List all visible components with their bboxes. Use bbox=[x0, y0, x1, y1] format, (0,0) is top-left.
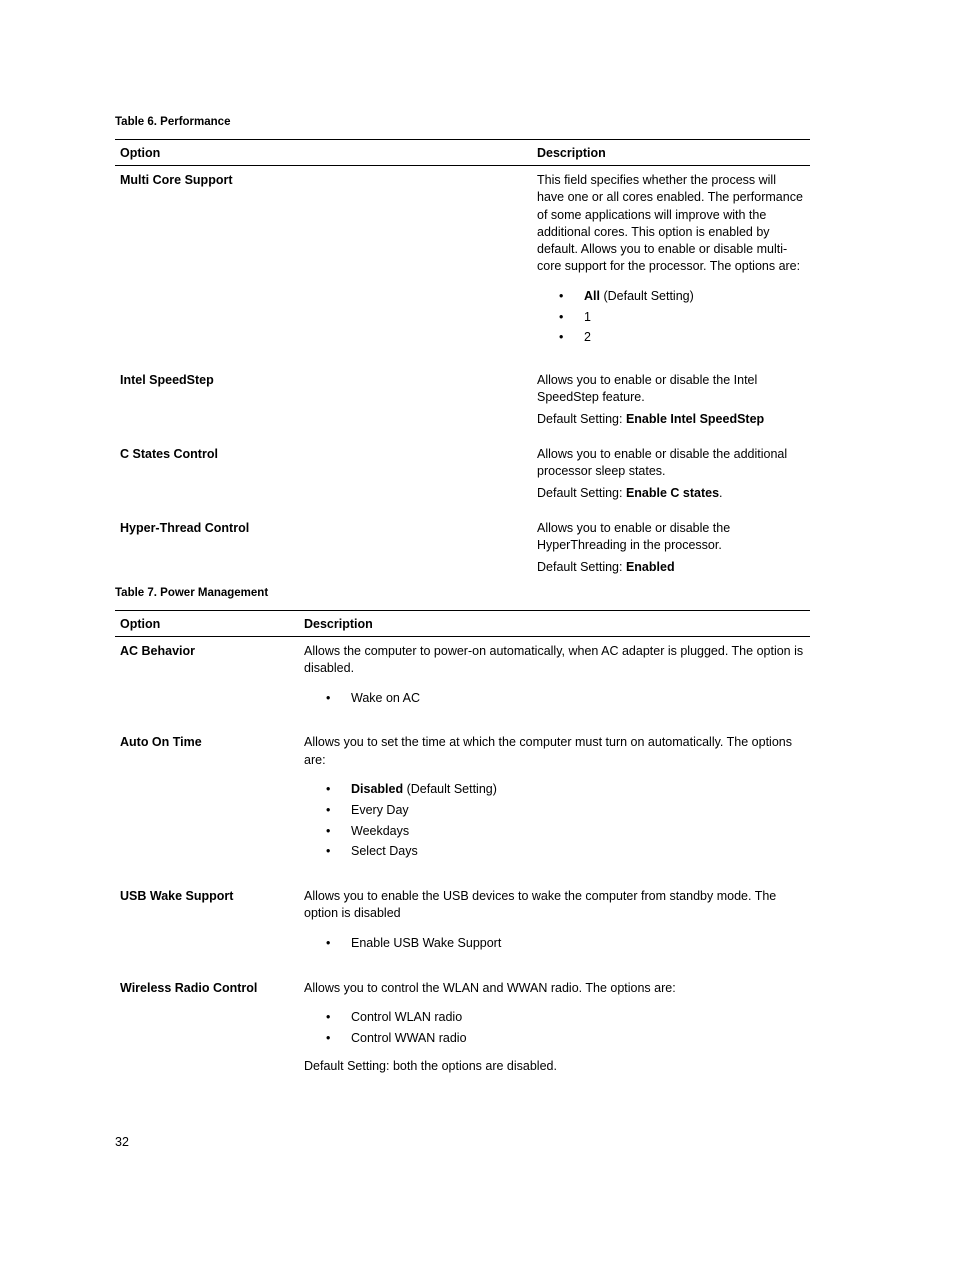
table-header-row bbox=[115, 140, 810, 166]
description-header: Description bbox=[299, 611, 810, 637]
list-item bbox=[326, 779, 805, 800]
option-description bbox=[299, 637, 810, 729]
list-item bbox=[326, 1028, 805, 1049]
power-management-table bbox=[115, 610, 810, 1088]
option-name: Multi Core Support bbox=[120, 173, 233, 187]
option-name: Hyper-Thread Control bbox=[120, 520, 250, 535]
table-header-row bbox=[115, 611, 810, 637]
table-7-caption: Table 7. Power Management bbox=[115, 587, 269, 599]
option-description bbox=[299, 728, 810, 882]
description-text: Allows the computer to power-on automatically, when AC adapter is plugged. The option is disabled. bbox=[304, 644, 804, 676]
description-header: Description bbox=[532, 140, 810, 166]
description-text: Allows you to enable or disable the HyperThreading in the processor. bbox=[537, 520, 731, 553]
description-text: Allows you to control the WLAN and WWAN radio. The options are: bbox=[304, 980, 676, 995]
description-text: Allows you to enable or disable the Intel SpeedStep feature. bbox=[537, 373, 758, 405]
list-item bbox=[559, 327, 805, 348]
options-list bbox=[304, 688, 805, 709]
list-item-text: (Default Setting) bbox=[403, 781, 497, 796]
options-list bbox=[304, 933, 805, 954]
option-description bbox=[299, 974, 810, 1088]
list-item-text: 2 bbox=[584, 330, 591, 345]
default-label: Default Setting: bbox=[537, 559, 626, 574]
table-row bbox=[115, 974, 810, 1088]
table-row bbox=[115, 166, 810, 367]
list-item bbox=[326, 821, 805, 842]
option-description bbox=[532, 166, 810, 367]
default-label: Default Setting: bbox=[537, 411, 626, 426]
description-text: This field specifies whether the process will have one or all cores enabled. The performance of some applications will improve with the additional cores. This option is enabled by default. Allows you to enable or disable multi-core support for the processor. The options are: bbox=[537, 173, 803, 274]
list-item-bold: Disabled bbox=[351, 781, 404, 796]
option-name: USB Wake Support bbox=[120, 889, 234, 904]
list-item bbox=[326, 841, 805, 862]
options-list bbox=[304, 779, 805, 862]
options-list bbox=[537, 286, 805, 348]
option-header: Option bbox=[115, 140, 532, 166]
option-description bbox=[532, 514, 810, 588]
option-name: Auto On Time bbox=[120, 735, 202, 750]
option-name: Wireless Radio Control bbox=[120, 980, 258, 995]
description-text: Allows you to enable or disable the additional processor sleep states. bbox=[537, 447, 788, 479]
list-item bbox=[326, 933, 805, 954]
default-setting bbox=[537, 411, 805, 428]
list-item bbox=[326, 800, 805, 821]
page-number: 32 bbox=[115, 1135, 129, 1149]
list-item-text: Every Day bbox=[351, 802, 409, 817]
list-item-text: Wake on AC bbox=[351, 690, 421, 705]
option-name: C States Control bbox=[120, 447, 218, 462]
table-row bbox=[115, 366, 810, 440]
default-setting bbox=[537, 485, 805, 502]
default-label: Default Setting: bbox=[537, 485, 626, 500]
table-row bbox=[115, 440, 810, 514]
option-description bbox=[299, 882, 810, 973]
option-name: AC Behavior bbox=[120, 644, 196, 658]
table-row bbox=[115, 728, 810, 882]
option-description bbox=[532, 440, 810, 514]
table-row bbox=[115, 637, 810, 729]
description-text: Allows you to enable the USB devices to wake the computer from standby mode. The option is disabled bbox=[304, 889, 777, 921]
options-list bbox=[304, 1007, 805, 1049]
list-item-text: Enable USB Wake Support bbox=[351, 935, 502, 950]
option-header: Option bbox=[115, 611, 299, 637]
table-row bbox=[115, 882, 810, 973]
list-item bbox=[559, 286, 805, 307]
option-description bbox=[532, 366, 810, 440]
default-value: Enable C states bbox=[625, 485, 720, 500]
list-item-text: Control WWAN radio bbox=[351, 1030, 467, 1045]
default-setting: Default Setting: both the options are disabled. bbox=[304, 1059, 557, 1074]
list-item-text: Control WLAN radio bbox=[351, 1009, 463, 1024]
list-item-text: Weekdays bbox=[351, 823, 410, 838]
default-value: Enabled bbox=[625, 559, 675, 574]
description-text: Allows you to set the time at which the computer must turn on automatically. The options are: bbox=[304, 735, 792, 767]
list-item bbox=[326, 1007, 805, 1028]
list-item-bold: All bbox=[584, 288, 600, 303]
list-item-text: (Default Setting) bbox=[599, 288, 694, 303]
option-name: Intel SpeedStep bbox=[120, 373, 214, 388]
table-row bbox=[115, 514, 810, 588]
list-item-text: 1 bbox=[584, 309, 591, 324]
table-6-caption: Table 6. Performance bbox=[115, 116, 231, 128]
performance-table bbox=[115, 139, 810, 588]
default-setting bbox=[537, 559, 805, 576]
default-suffix: . bbox=[719, 485, 723, 500]
default-value: Enable Intel SpeedStep bbox=[625, 411, 765, 426]
list-item-text: Select Days bbox=[351, 844, 418, 859]
list-item bbox=[559, 307, 805, 328]
list-item bbox=[326, 688, 805, 709]
